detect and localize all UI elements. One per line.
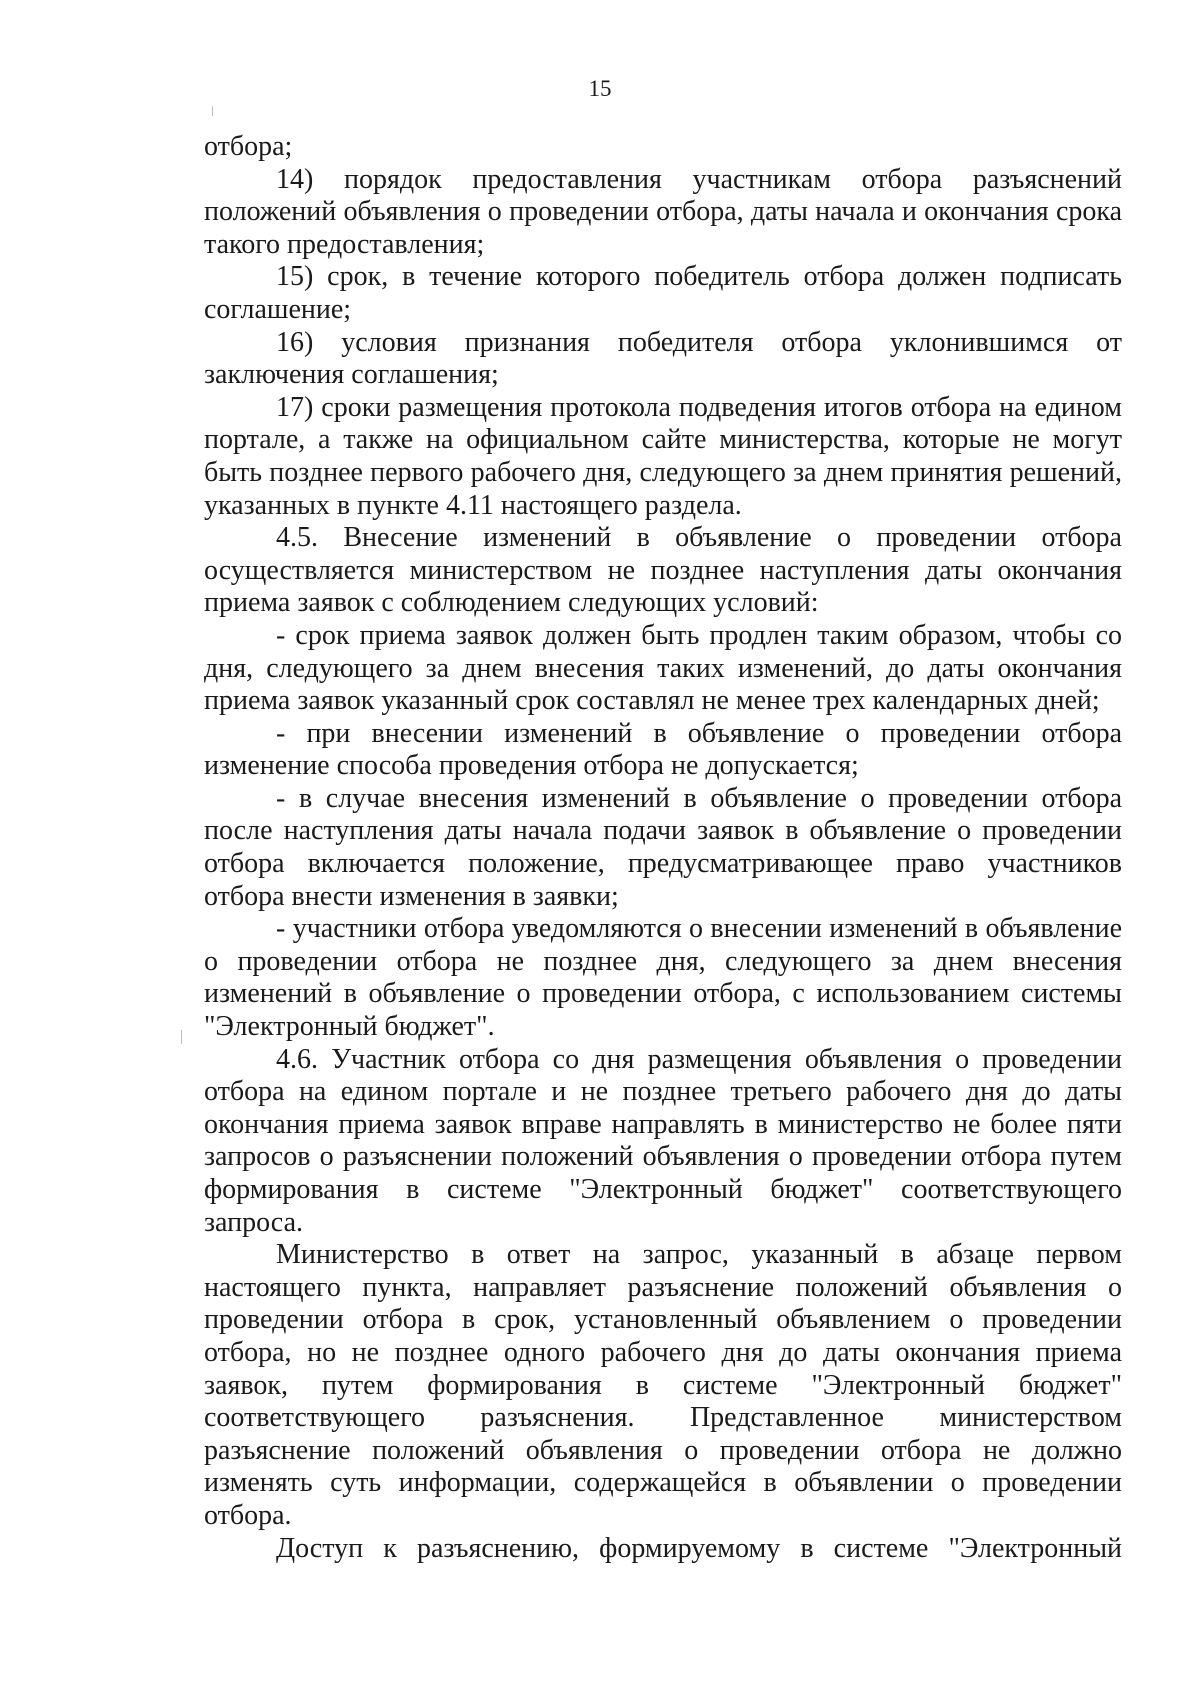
- paragraph: Доступ к разъяснению, формируемому в системе "Электронный: [276, 1532, 1122, 1564]
- paragraph: - участники отбора уведомляются о внесении изменений в объявление о проведении отбора не позднее дня, следующего за днем внесения изменений в объявление о проведении отбора, с использованием системы "Электронный бюджет".: [204, 913, 1122, 1043]
- scan-margin-mark: [181, 1030, 182, 1044]
- paragraph: - в случае внесения изменений в объявление о проведении отбора после наступления даты начала подачи заявок в объявление о проведении отбора включается положение, предусматривающее право участников отбора внести изменения в заявки;: [204, 782, 1122, 912]
- paragraph: 16) условия признания победителя отбора уклонившимся от заключения соглашения;: [204, 326, 1122, 391]
- paragraph: 4.5. Внесение изменений в объявление о проведении отбора осуществляется министерством не позднее наступления даты окончания приема заявок с соблюдением следующих условий:: [204, 522, 1122, 619]
- paragraph: 4.6. Участник отбора со дня размещения объявления о проведении отбора на едином портале и не позднее третьего рабочего дня до даты окончания приема заявок вправе направлять в министерство не более пяти запросов о разъяснении положений объявления о проведении отбора путем формирования в системе "Электронный бюджет" соответствующего запроса.: [204, 1043, 1122, 1238]
- paragraph: 14) порядок предоставления участникам отбора разъяснений положений объявления о проведении отбора, даты начала и окончания срока такого предоставления;: [204, 163, 1122, 260]
- page-number: 15: [588, 76, 612, 101]
- scan-margin-mark: [212, 106, 213, 116]
- paragraph: отбора;: [204, 131, 293, 162]
- paragraph: Министерство в ответ на запрос, указанный в абзаце первом настоящего пункта, направляет разъяснение положений объявления о проведении отбора в срок, установленный объявлением о проведении отбора, но не позднее одного рабочего дня до даты окончания приема заявок, путем формирования в системе "Электронный бюджет" соответствующего разъяснения. Представленное министерством разъяснение положений объявления о проведении отбора не должно изменять суть информации, содержащейся в объявлении о проведении отбора.: [204, 1239, 1122, 1531]
- document-body: [204, 131, 1122, 1565]
- paragraph: 15) срок, в течение которого победитель отбора должен подписать соглашение;: [204, 261, 1122, 325]
- paragraph: - при внесении изменений в объявление о проведении отбора изменение способа проведения отбора не допускается;: [204, 717, 1122, 782]
- paragraph: 17) сроки размещения протокола подведения итогов отбора на едином портале, а также на официальном сайте министерства, которые не могут быть позднее первого рабочего дня, следующего за днем принятия решений, указанных в пункте 4.11 настоящего раздела.: [204, 391, 1122, 521]
- paragraph: - срок приема заявок должен быть продлен таким образом, чтобы со дня, следующего за днем внесения таких изменений, до даты окончания приема заявок указанный срок составлял не менее трех календарных дней;: [204, 619, 1122, 717]
